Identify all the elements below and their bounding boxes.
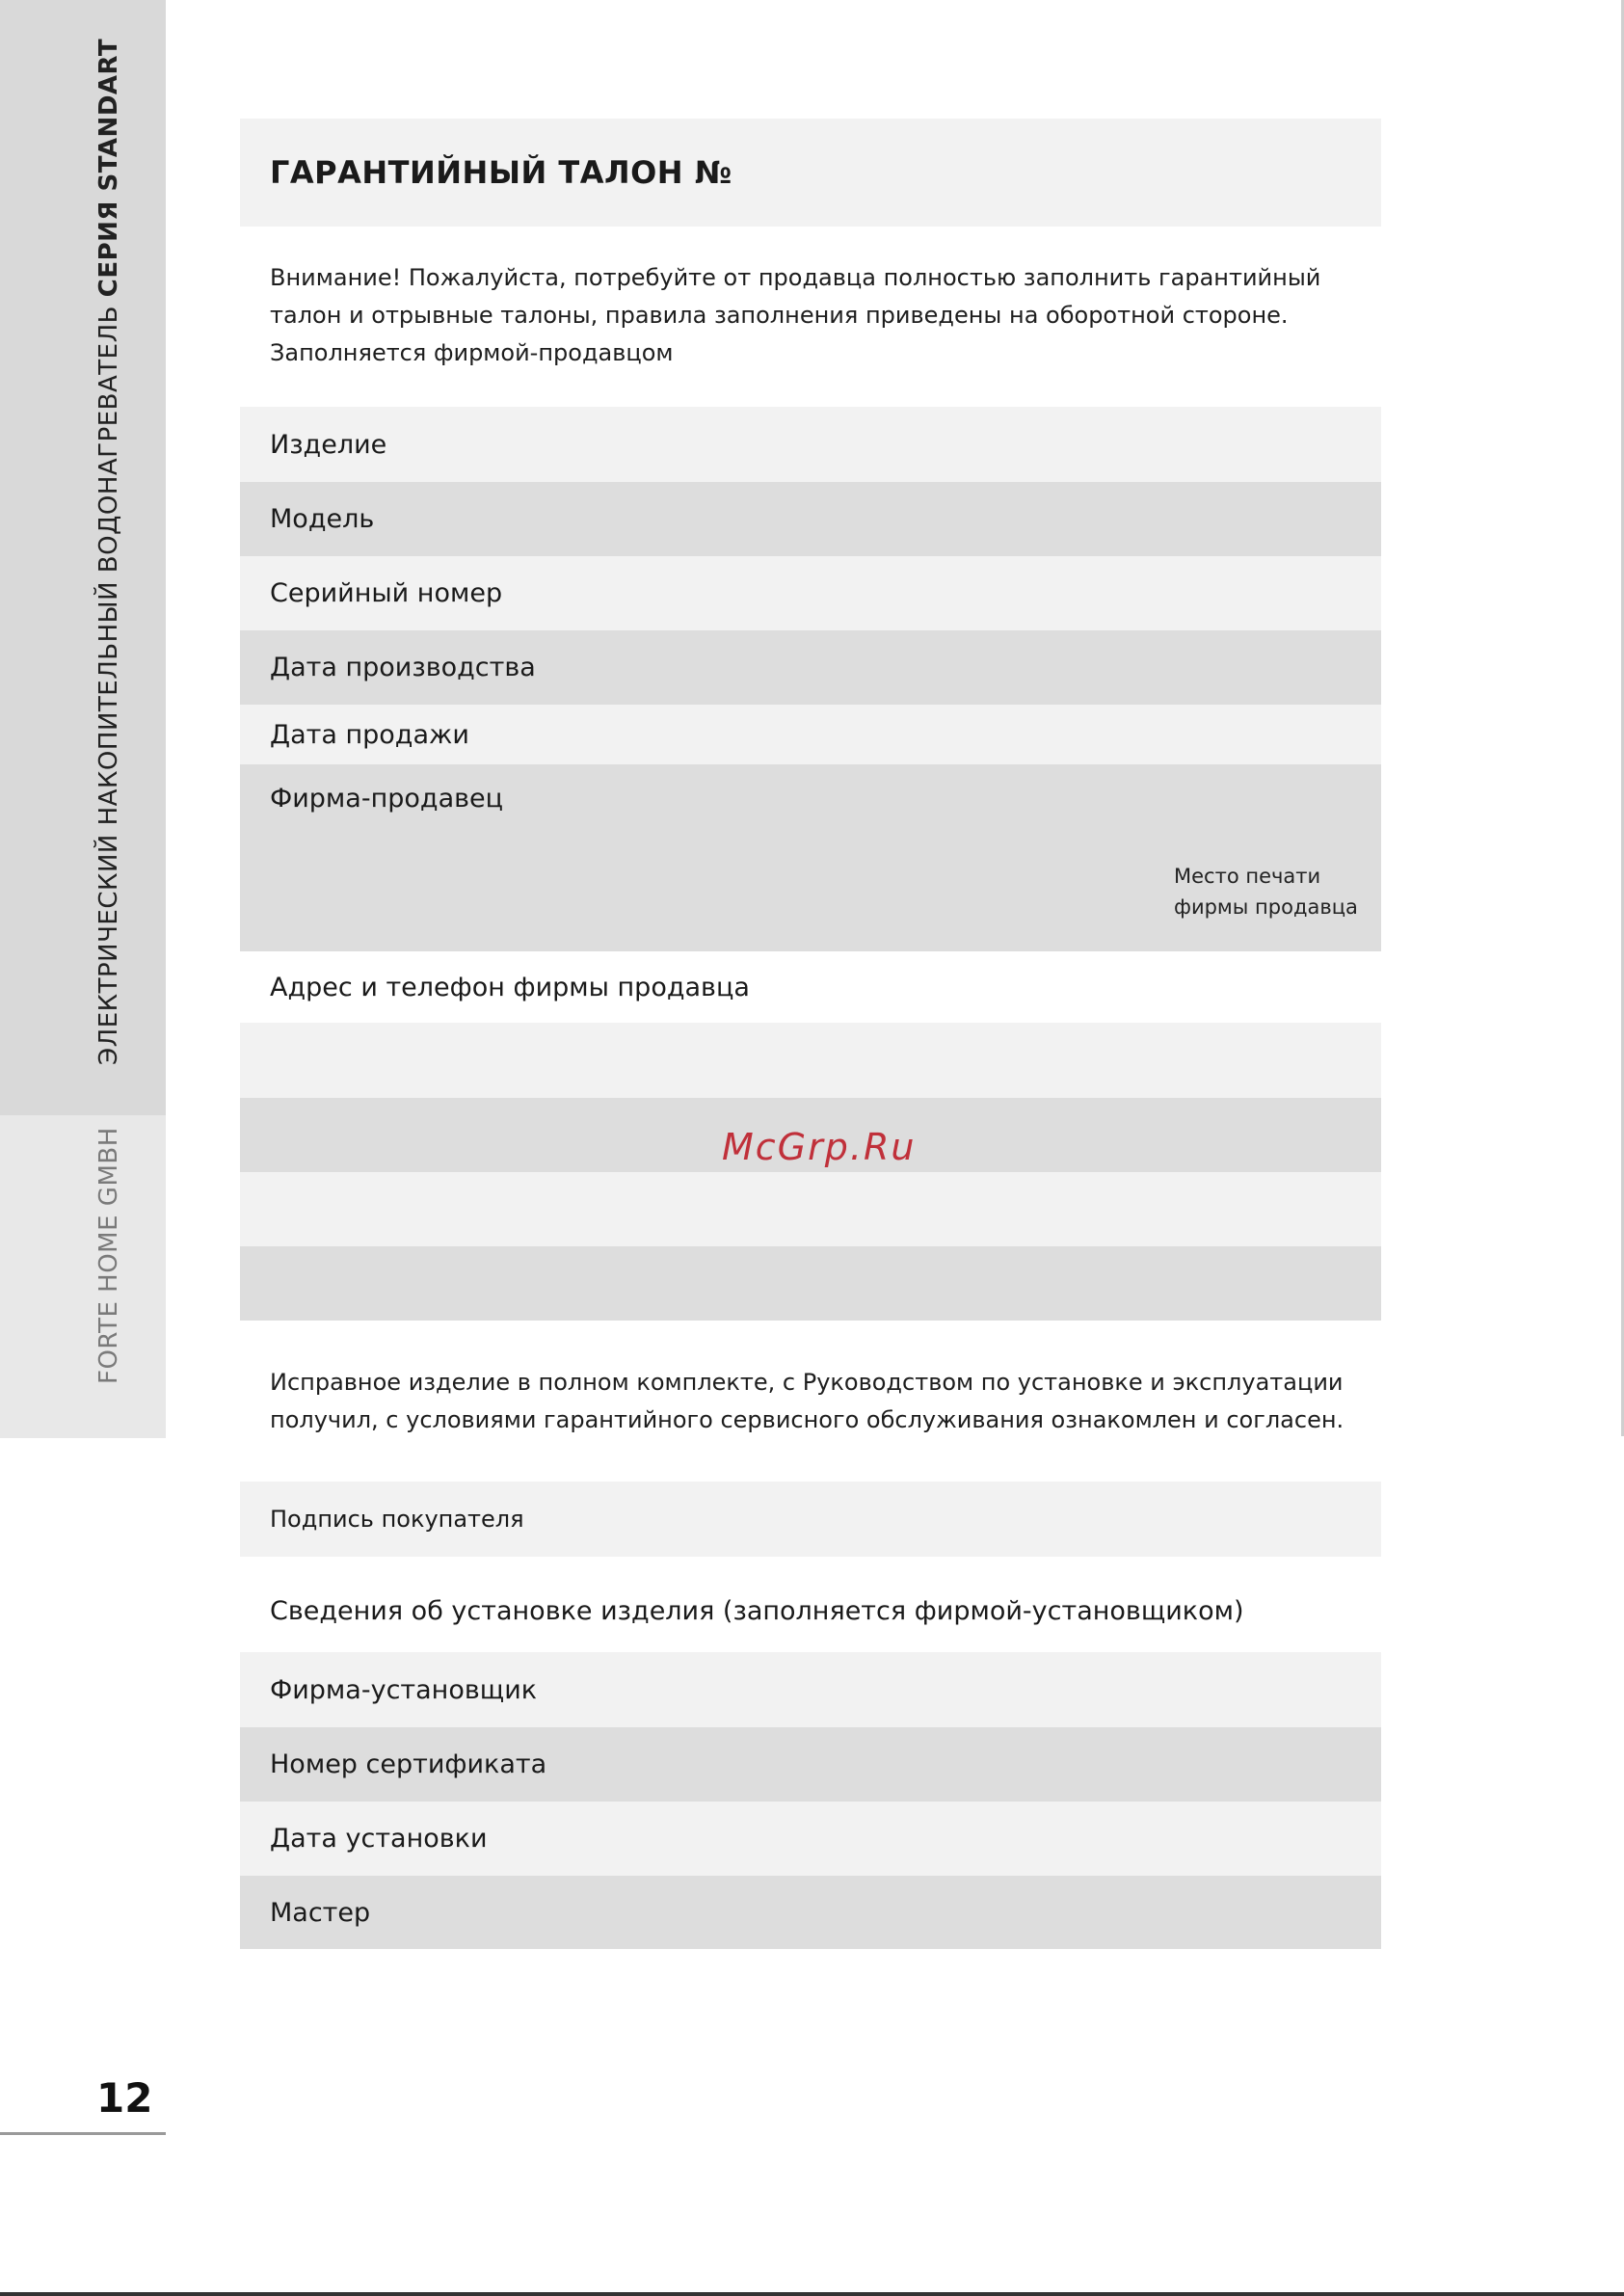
field-certificate-label: Номер сертификата <box>270 1749 547 1779</box>
stamp-area <box>1174 861 1358 922</box>
notice-line: Заполняется фирмой-продавцом <box>270 339 674 366</box>
confirmation-line: получил, с условиями гарантийного сервисного обслуживания ознакомлен и согласен. <box>270 1406 1344 1433</box>
page-bottom-rule <box>0 2292 1624 2296</box>
address-line-1[interactable] <box>240 1023 1381 1098</box>
field-product-label: Изделие <box>270 429 387 460</box>
notice-text <box>240 259 1381 372</box>
field-sale-date[interactable] <box>240 705 1381 764</box>
field-installer[interactable] <box>240 1652 1381 1727</box>
warranty-title: ГАРАНТИЙНЫЙ ТАЛОН № <box>270 154 732 191</box>
stamp-line: фирмы продавца <box>1174 895 1358 919</box>
confirmation-text <box>240 1364 1381 1439</box>
series-caption-name: СЕРИЯ STANDART <box>94 38 123 298</box>
field-master-label: Мастер <box>270 1897 371 1928</box>
watermark: McGrp.Ru <box>722 1126 917 1168</box>
field-model[interactable] <box>240 482 1381 556</box>
seller-address-heading <box>240 951 1381 1023</box>
install-info-heading <box>240 1576 1381 1645</box>
field-install-date-label: Дата установки <box>270 1824 488 1854</box>
field-sale-date-label: Дата продажи <box>270 719 469 750</box>
warranty-title-bar <box>240 119 1381 227</box>
brand-caption: FORTE HOME GMBH <box>94 1127 123 1384</box>
notice-line: Внимание! Пожалуйста, потребуйте от продавца полностью заполнить гарантийный <box>270 264 1321 291</box>
buyer-signature-label: Подпись покупателя <box>270 1506 524 1533</box>
series-caption <box>94 39 123 1065</box>
confirmation-line: Исправное изделие в полном комплекте, с Руководством по установке и эксплуатации <box>270 1369 1344 1396</box>
sidebar-panel <box>0 0 166 1115</box>
field-seller[interactable] <box>240 764 1381 951</box>
field-manufacture-date-label: Дата производства <box>270 653 536 682</box>
seller-address-label: Адрес и телефон фирмы продавца <box>270 972 750 1002</box>
field-install-date[interactable] <box>240 1802 1381 1876</box>
field-model-label: Модель <box>270 504 375 534</box>
field-serial[interactable] <box>240 556 1381 630</box>
series-caption-prefix: ЭЛЕКТРИЧЕСКИЙ НАКОПИТЕЛЬНЫЙ ВОДОНАГРЕВАТЕЛЬ <box>94 297 123 1065</box>
install-info-label: Сведения об установке изделия (заполняется фирмой-установщиком) <box>270 1595 1244 1626</box>
address-line-4[interactable] <box>240 1246 1381 1321</box>
field-master[interactable] <box>240 1876 1381 1949</box>
address-line-3[interactable] <box>240 1172 1381 1246</box>
buyer-signature-field[interactable] <box>240 1482 1381 1557</box>
page-number: 12 <box>96 2074 153 2122</box>
sidebar-brand-panel <box>0 1115 166 1438</box>
field-manufacture-date[interactable] <box>240 630 1381 705</box>
page-number-rule <box>0 2132 166 2135</box>
notice-line: талон и отрывные талоны, правила заполнения приведены на оборотной стороне. <box>270 302 1289 329</box>
field-seller-label: Фирма-продавец <box>270 784 504 814</box>
field-product[interactable] <box>240 407 1381 482</box>
field-certificate[interactable] <box>240 1727 1381 1802</box>
stamp-line: Место печати <box>1174 865 1321 888</box>
field-serial-label: Серийный номер <box>270 578 503 608</box>
field-installer-label: Фирма-установщик <box>270 1674 538 1705</box>
